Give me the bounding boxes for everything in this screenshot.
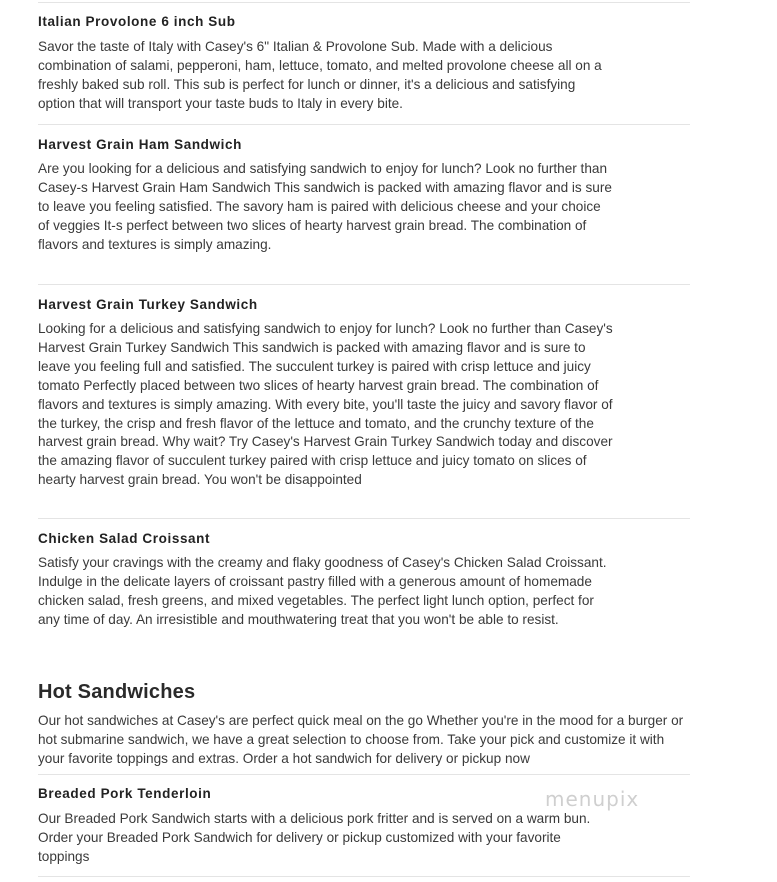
item-description-italian-provolone: Savor the taste of Italy with Casey's 6" Italian & Provolone Sub. Made with a delicious combination of salami, pepperoni, ham, lettuce, tomato, and melted provolone cheese all on a freshly baked sub roll. This sub is perfect for lunch or dinner, it's a delicious and satisfying option that will transport your taste buds to Italy in every bite. [38,39,602,111]
item-description-chicken-salad-croissant: Satisfy your cravings with the creamy and flaky goodness of Casey's Chicken Salad Croissant. Indulge in the delicate layers of croissant pastry filled with a generous amount of homemade chicken salad, fresh greens, and mixed vegetables. The perfect light lunch option, perfect for any time of day. An irresistible and mouthwatering treat that you won't be able to resist. [38,555,607,627]
menupix-watermark: menupix [545,787,640,811]
item-description-harvest-turkey: Looking for a delicious and satisfying sandwich to enjoy for lunch? Look no further than Casey's Harvest Grain Turkey Sandwich This sandwich is packed with amazing flavor and is sure to leave you feeling full and satisfied. The succulent turkey is paired with crisp lettuce and juicy tomato Perfectly placed between two slices of hearty harvest grain bread. The combination of flavors and textures is simply amazing. With every bite, you'll taste the juicy and savory flavor of the turkey, the crisp and fresh flavor of the lettuce and tomato, and the crunchy texture of the harvest grain bread. Why wait? Try Casey's Harvest Grain Turkey Sandwich today and discover the amazing flavor of succulent turkey paired with crisp lettuce and juicy tomato on slices of hearty harvest grain bread. You won't be disappointed [38,321,613,488]
divider [38,2,690,3]
item-title-chicken-salad-croissant: Chicken Salad Croissant [38,531,211,546]
divider [38,284,690,285]
item-title-harvest-turkey: Harvest Grain Turkey Sandwich [38,297,258,312]
divider [38,876,690,877]
item-title-harvest-ham: Harvest Grain Ham Sandwich [38,137,242,152]
item-title-italian-provolone: Italian Provolone 6 inch Sub [38,14,236,29]
section-description-hot-sandwiches: Our hot sandwiches at Casey's are perfect quick meal on the go Whether you're in the mood for a burger or hot submarine sandwich, we have a great selection to choose from. Take your pick and customize it with your favorite toppings and extras. Order a hot sandwich for delivery or pickup now [38,713,684,766]
item-title-breaded-pork-tenderloin: Breaded Pork Tenderloin [38,786,212,801]
divider [38,124,690,125]
item-description-harvest-ham: Are you looking for a delicious and satisfying sandwich to enjoy for lunch? Look no further than Casey-s Harvest Grain Ham Sandwich This sandwich is packed with amazing flavor and is sure to leave you feeling satisfied. The savory ham is paired with delicious cheese and your choice of veggies It-s perfect between two slices of hearty harvest grain bread. The combination of flavors and textures is simply amazing. [38,161,612,252]
item-description-breaded-pork-tenderloin: Our Breaded Pork Sandwich starts with a delicious pork fritter and is served on a warm bun. Order your Breaded Pork Sandwich for delivery or pickup customized with your favorite toppings [38,811,591,864]
divider [38,774,690,775]
divider [38,518,690,519]
section-title-hot-sandwiches: Hot Sandwiches [38,681,196,703]
